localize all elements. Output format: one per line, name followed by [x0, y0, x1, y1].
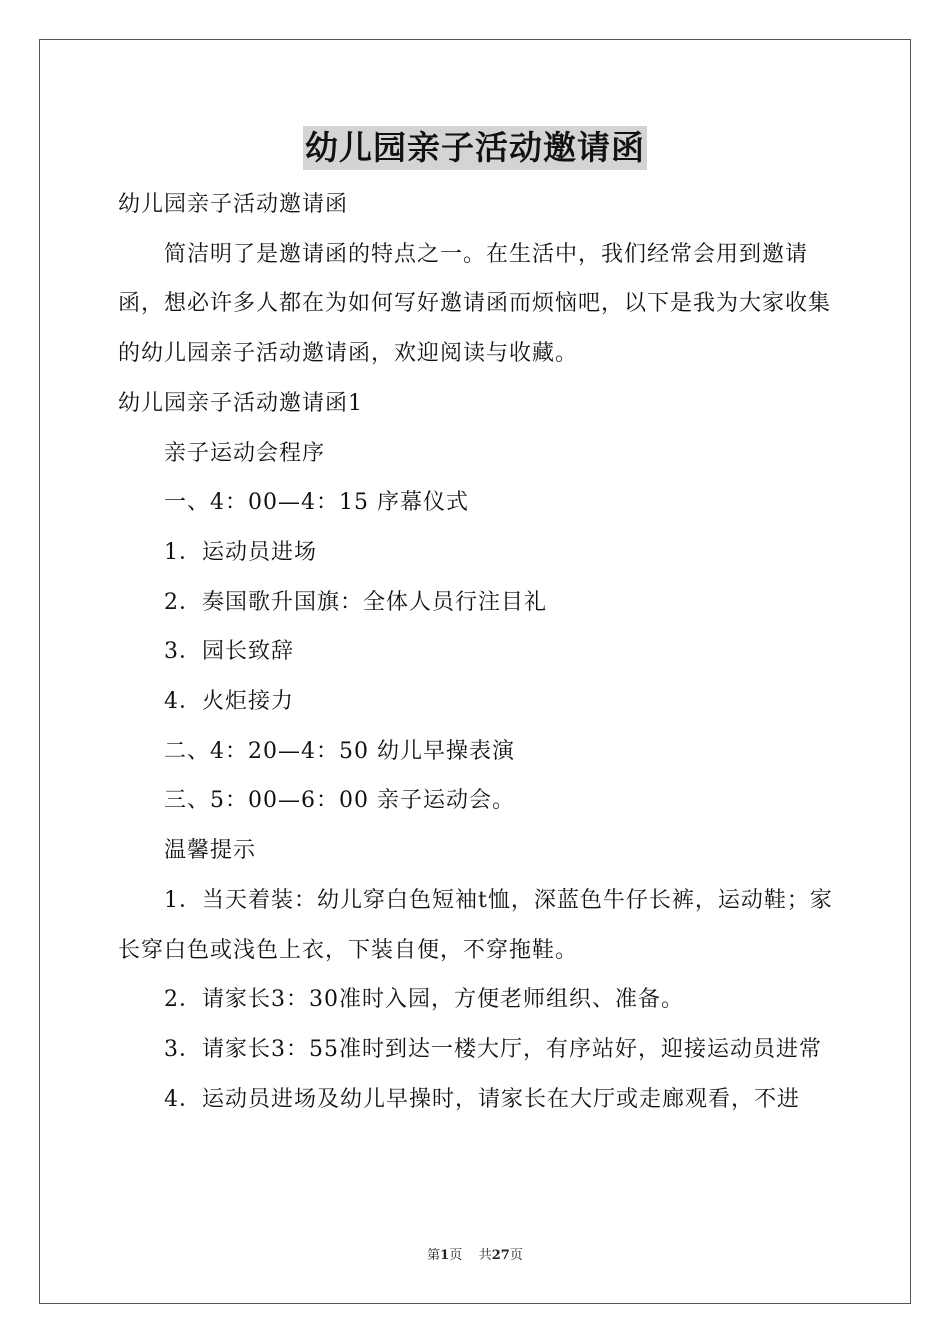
body-paragraph: 温馨提示: [164, 838, 257, 864]
body-paragraph: 2．奏国歌升国旗：全体人员行注目礼: [164, 589, 547, 615]
footer-page-prefix: 第: [427, 1248, 441, 1263]
body-paragraph: 二、4：20—4：50 幼儿早操表演: [164, 738, 515, 764]
footer-total-suffix: 页: [509, 1248, 523, 1263]
body-paragraph: 3．园长致辞: [164, 639, 294, 665]
body-paragraph: 3．请家长3：55准时到达一楼大厅，有序站好，迎接运动员进常: [164, 1036, 822, 1062]
body-paragraph: 一、4：00—4：15 序幕仪式: [164, 490, 469, 516]
body-paragraph: 亲子运动会程序: [164, 440, 326, 466]
body-paragraph: 1．运动员进场: [164, 539, 317, 565]
footer-total-pages: 27: [491, 1248, 510, 1263]
body-paragraph: 1．当天着装：幼儿穿白色短袖t恤，深蓝色牛仔长裤，运动鞋；家长穿白色或浅色上衣，下装自便，不穿拖鞋。: [118, 887, 833, 963]
footer-page-suffix: 页: [449, 1248, 463, 1263]
page-footer: [0, 1246, 950, 1266]
document-body: [118, 180, 838, 1124]
title-container: [0, 126, 950, 170]
body-paragraph: 2．请家长3：30准时入园，方便老师组织、准备。: [164, 987, 684, 1013]
body-paragraph: 4．运动员进场及幼儿早操时，请家长在大厅或走廊观看，不进: [164, 1086, 800, 1112]
footer-page-number: 1: [440, 1248, 450, 1263]
body-paragraph: 简洁明了是邀请函的特点之一。在生活中，我们经常会用到邀请函，想必许多人都在为如何写好邀请函而烦恼吧，以下是我为大家收集的幼儿园亲子活动邀请函，欢迎阅读与收藏。: [118, 241, 832, 367]
body-paragraph: 幼儿园亲子活动邀请函1: [118, 390, 363, 416]
body-paragraph: 4．火炬接力: [164, 689, 294, 715]
footer-total-prefix: 共: [478, 1248, 492, 1263]
body-paragraph: 三、5：00—6：00 亲子运动会。: [164, 788, 515, 814]
document-title: 幼儿园亲子活动邀请函: [303, 126, 647, 170]
body-paragraph: 幼儿园亲子活动邀请函: [118, 192, 349, 217]
